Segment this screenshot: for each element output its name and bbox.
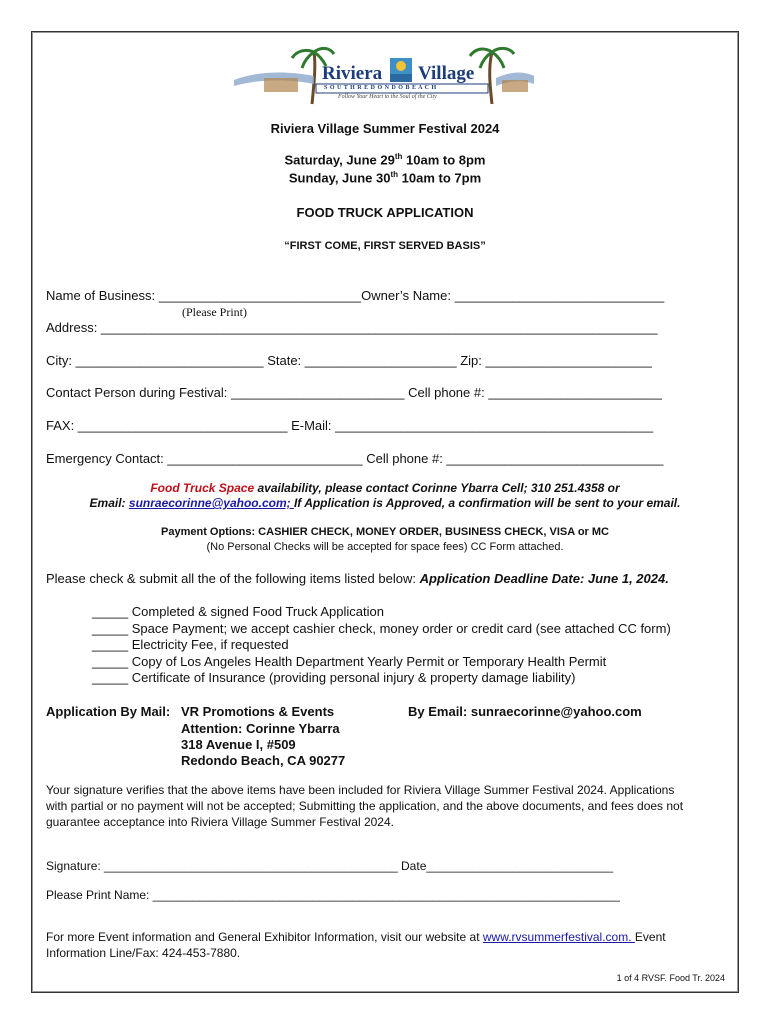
- signature-note-line1: Your signature verifies that the above items have been included for Riviera Village Summer Festival 2024. Applications: [46, 783, 675, 797]
- logo-tagline: Follow Your Heart to the Soul of the City: [338, 94, 437, 100]
- info-line-fax: Information Line/Fax: 424-453-7880.: [46, 946, 241, 960]
- city-state-zip-field[interactable]: City: __________________________ State: _____________________ Zip: _______________________: [46, 353, 652, 368]
- print-name-field[interactable]: Please Print Name: ______________________________________________________________________: [46, 888, 620, 902]
- checklist-item[interactable]: _____ Space Payment; we accept cashier check, money order or credit card (see attached CC form): [92, 621, 671, 636]
- contact-email-link[interactable]: sunraecorinne@yahoo.com;: [128, 496, 294, 510]
- email-label: Email:: [89, 496, 129, 510]
- please-print-note: (Please Print): [182, 305, 247, 319]
- event-info-tail: Event: [634, 930, 666, 944]
- date-sunday: [0, 170, 770, 185]
- email-submission: By Email: sunraecorinne@yahoo.com: [408, 704, 642, 719]
- date-sunday-hours: 10am to 7pm: [398, 170, 482, 186]
- application-title: FOOD TRUCK APPLICATION: [296, 205, 474, 220]
- approval-note: If Application is Approved, a confirmation will be sent to your email.: [293, 496, 681, 510]
- first-come-basis: “FIRST COME, FIRST SERVED BASIS”: [284, 240, 486, 252]
- logo-word-riviera: Riviera: [322, 63, 383, 84]
- availability-contact: availability, please contact Corinne Ybarra Cell; 310 251.4358 or: [254, 481, 620, 495]
- date-sunday-text: Sunday, June 30: [288, 170, 391, 186]
- checklist-item[interactable]: _____ Completed & signed Food Truck Application: [92, 604, 384, 619]
- signature-note-line2: with partial or no payment will not be accepted; Submitting the application, and the above documents, and fees does not: [46, 799, 684, 813]
- page-number: 1 of 4 RVSF. Food Tr. 2024: [616, 973, 725, 983]
- event-info-line: [46, 930, 666, 944]
- logo-word-village: Village: [418, 63, 475, 84]
- signature-note-line3: guarantee acceptance into Riviera Village Summer Festival 2024.: [46, 815, 394, 829]
- business-name-field[interactable]: Name of Business: ____________________________Owner’s Name: _____________________________: [46, 288, 665, 303]
- food-truck-space-label: Food Truck Space: [150, 481, 255, 495]
- date-saturday: [0, 152, 770, 167]
- availability-line: [0, 481, 770, 495]
- checklist-intro-text: Please check & submit all the of the following items listed below:: [46, 571, 420, 586]
- date-saturday-hours: 10am to 8pm: [402, 152, 486, 168]
- checklist-item[interactable]: _____ Certificate of Insurance (providing personal injury & property damage liability): [92, 670, 576, 685]
- festival-title: Riviera Village Summer Festival 2024: [270, 121, 500, 136]
- payment-options: Payment Options: CASHIER CHECK, MONEY ORDER, BUSINESS CHECK, VISA or MC: [161, 526, 609, 538]
- event-info-text: For more Event information and General Exhibitor Information, visit our website at: [46, 930, 483, 944]
- contact-person-field[interactable]: Contact Person during Festival: ________________________ Cell phone #: ________________________: [46, 385, 662, 400]
- approval-line: [0, 496, 770, 510]
- date-saturday-suffix: th: [394, 152, 403, 161]
- date-saturday-text: Saturday, June 29: [284, 152, 395, 168]
- mail-label: Application By Mail:: [46, 704, 171, 719]
- application-deadline: Application Deadline Date: June 1, 2024.: [419, 571, 669, 586]
- mail-city: Redondo Beach, CA 90277: [181, 753, 346, 768]
- mail-attention: Attention: Corinne Ybarra: [181, 721, 340, 736]
- fax-email-field[interactable]: FAX: _____________________________ E-Mail: ____________________________________________: [46, 418, 654, 433]
- riviera-village-logo: [234, 44, 534, 106]
- logo-subtitle: S O U T H R E D O N D O B E A C H: [324, 85, 437, 91]
- payment-note: (No Personal Checks will be accepted for space fees) CC Form attached.: [206, 541, 564, 553]
- website-link[interactable]: www.rvsummerfestival.com.: [482, 930, 635, 944]
- address-field[interactable]: Address: _____________________________________________________________________________: [46, 320, 658, 335]
- checklist-item[interactable]: _____ Electricity Fee, if requested: [92, 637, 289, 652]
- date-sunday-suffix: th: [390, 170, 399, 179]
- emergency-contact-field[interactable]: Emergency Contact: ___________________________ Cell phone #: ______________________________: [46, 451, 664, 466]
- mail-recipient: VR Promotions & Events: [181, 704, 335, 719]
- signature-date-field[interactable]: Signature: ____________________________________________ Date____________________________: [46, 859, 614, 873]
- checklist-item[interactable]: _____ Copy of Los Angeles Health Department Yearly Permit or Temporary Health Permit: [92, 654, 607, 669]
- mail-street: 318 Avenue I, #509: [181, 737, 296, 752]
- checklist-intro: [46, 571, 669, 586]
